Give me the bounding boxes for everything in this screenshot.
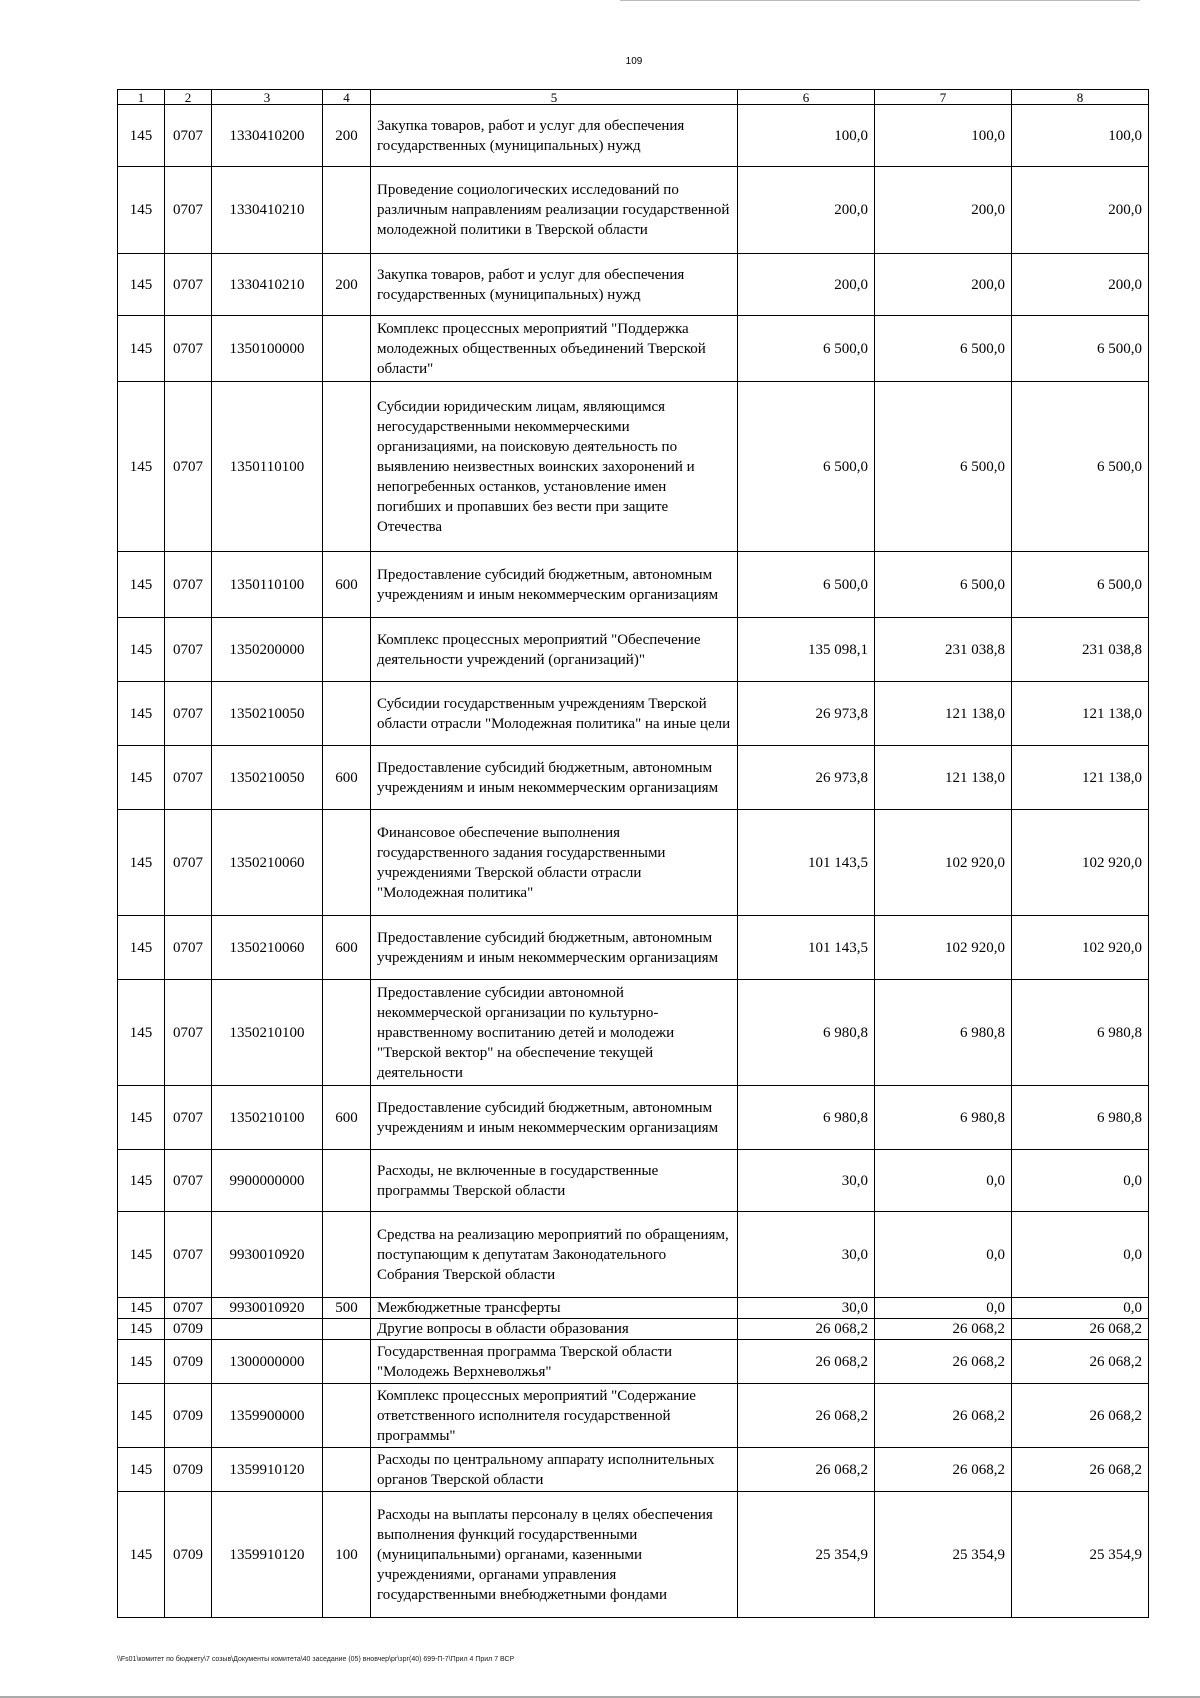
amount-col7: 25 354,9 [875, 1492, 1012, 1618]
amount-col8: 102 920,0 [1012, 810, 1149, 916]
expense-type-code: 200 [323, 254, 371, 316]
target-article-code: 1350210060 [212, 916, 323, 980]
amount-col8: 200,0 [1012, 254, 1149, 316]
target-article-code: 1350210050 [212, 682, 323, 746]
section-code: 0707 [165, 746, 212, 810]
ministry-code: 145 [118, 552, 165, 618]
section-code: 0707 [165, 916, 212, 980]
section-code: 0707 [165, 1150, 212, 1212]
amount-col7: 100,0 [875, 105, 1012, 167]
amount-col8: 6 500,0 [1012, 382, 1149, 552]
expense-type-code [323, 618, 371, 682]
expense-type-code [323, 316, 371, 382]
ministry-code: 145 [118, 1212, 165, 1298]
target-article-code: 1350110100 [212, 552, 323, 618]
amount-col6: 30,0 [738, 1298, 875, 1319]
section-code: 0707 [165, 682, 212, 746]
amount-col7: 6 500,0 [875, 382, 1012, 552]
table-row [118, 254, 1149, 316]
section-code: 0707 [165, 1298, 212, 1319]
ministry-code: 145 [118, 1448, 165, 1492]
target-article-code: 1350200000 [212, 618, 323, 682]
expense-type-code [323, 167, 371, 254]
amount-col8: 6 500,0 [1012, 552, 1149, 618]
amount-col6: 26 973,8 [738, 682, 875, 746]
ministry-code: 145 [118, 682, 165, 746]
amount-col7: 6 980,8 [875, 980, 1012, 1086]
amount-col7: 6 980,8 [875, 1086, 1012, 1150]
page-number: 109 [625, 56, 643, 67]
column-header: 5 [371, 90, 738, 105]
expense-type-code: 600 [323, 746, 371, 810]
amount-col6: 26 068,2 [738, 1340, 875, 1384]
amount-col8: 6 500,0 [1012, 316, 1149, 382]
table-row [118, 382, 1149, 552]
target-article-code: 1359910120 [212, 1448, 323, 1492]
table-row [118, 810, 1149, 916]
column-header: 1 [118, 90, 165, 105]
column-header: 8 [1012, 90, 1149, 105]
target-article-code: 1350210060 [212, 810, 323, 916]
ministry-code: 145 [118, 1319, 165, 1340]
expense-description: Предоставление субсидии автономной некоммерческой организации по культурно-нравственному воспитанию детей и молодежи "Тверской вектор" на обеспечение текущей деятельности [371, 980, 738, 1086]
expense-description: Комплекс процессных мероприятий "Содержание ответственного исполнителя государственной программы" [371, 1384, 738, 1448]
expense-description: Межбюджетные трансферты [371, 1298, 738, 1319]
table-row [118, 682, 1149, 746]
target-article-code: 1330410200 [212, 105, 323, 167]
column-header: 7 [875, 90, 1012, 105]
amount-col6: 200,0 [738, 254, 875, 316]
column-number-row [118, 90, 1149, 105]
expense-description: Расходы, не включенные в государственные программы Тверской области [371, 1150, 738, 1212]
amount-col7: 102 920,0 [875, 916, 1012, 980]
ministry-code: 145 [118, 746, 165, 810]
ministry-code: 145 [118, 105, 165, 167]
target-article-code: 1350110100 [212, 382, 323, 552]
target-article-code: 1350210100 [212, 980, 323, 1086]
amount-col8: 26 068,2 [1012, 1384, 1149, 1448]
expense-description: Финансовое обеспечение выполнения государственного задания государственными учреждениями Тверской области отрасли "Молодежная политика" [371, 810, 738, 916]
target-article-code: 9930010920 [212, 1212, 323, 1298]
table-row [118, 316, 1149, 382]
section-code: 0709 [165, 1384, 212, 1448]
amount-col6: 6 500,0 [738, 316, 875, 382]
ministry-code: 145 [118, 618, 165, 682]
amount-col6: 100,0 [738, 105, 875, 167]
expense-type-code [323, 980, 371, 1086]
ministry-code: 145 [118, 1086, 165, 1150]
table-row [118, 1298, 1149, 1319]
amount-col8: 0,0 [1012, 1150, 1149, 1212]
amount-col7: 6 500,0 [875, 316, 1012, 382]
ministry-code: 145 [118, 1298, 165, 1319]
ministry-code: 145 [118, 1340, 165, 1384]
amount-col6: 135 098,1 [738, 618, 875, 682]
expense-type-code [323, 382, 371, 552]
ministry-code: 145 [118, 1492, 165, 1618]
amount-col6: 6 500,0 [738, 552, 875, 618]
table-row [118, 980, 1149, 1086]
expense-type-code [323, 1448, 371, 1492]
expense-type-code [323, 682, 371, 746]
section-code: 0707 [165, 382, 212, 552]
ministry-code: 145 [118, 980, 165, 1086]
target-article-code: 1300000000 [212, 1340, 323, 1384]
amount-col7: 0,0 [875, 1212, 1012, 1298]
expense-type-code [323, 1384, 371, 1448]
target-article-code: 1350100000 [212, 316, 323, 382]
column-header: 2 [165, 90, 212, 105]
amount-col7: 26 068,2 [875, 1384, 1012, 1448]
amount-col6: 200,0 [738, 167, 875, 254]
table-row [118, 1340, 1149, 1384]
expense-description: Государственная программа Тверской области "Молодежь Верхневолжья" [371, 1340, 738, 1384]
amount-col8: 26 068,2 [1012, 1319, 1149, 1340]
table-row [118, 1086, 1149, 1150]
amount-col8: 121 138,0 [1012, 746, 1149, 810]
amount-col6: 25 354,9 [738, 1492, 875, 1618]
ministry-code: 145 [118, 167, 165, 254]
expense-type-code: 100 [323, 1492, 371, 1618]
amount-col8: 200,0 [1012, 167, 1149, 254]
expense-type-code [323, 1150, 371, 1212]
section-code: 0709 [165, 1492, 212, 1618]
section-code: 0707 [165, 618, 212, 682]
ministry-code: 145 [118, 382, 165, 552]
amount-col8: 0,0 [1012, 1212, 1149, 1298]
expense-description: Предоставление субсидий бюджетным, автономным учреждениям и иным некоммерческим организациям [371, 1086, 738, 1150]
amount-col8: 121 138,0 [1012, 682, 1149, 746]
table-row [118, 105, 1149, 167]
section-code: 0709 [165, 1340, 212, 1384]
section-code: 0707 [165, 810, 212, 916]
amount-col6: 26 973,8 [738, 746, 875, 810]
section-code: 0707 [165, 1086, 212, 1150]
expense-description: Проведение социологических исследований по различным направлениям реализации государственной молодежной политики в Тверской области [371, 167, 738, 254]
amount-col8: 231 038,8 [1012, 618, 1149, 682]
target-article-code: 1359900000 [212, 1384, 323, 1448]
section-code: 0707 [165, 105, 212, 167]
expense-description: Средства на реализацию мероприятий по обращениям, поступающим к депутатам Законодательного Собрания Тверской области [371, 1212, 738, 1298]
target-article-code: 1330410210 [212, 254, 323, 316]
section-code: 0709 [165, 1319, 212, 1340]
amount-col8: 26 068,2 [1012, 1448, 1149, 1492]
section-code: 0707 [165, 1212, 212, 1298]
ministry-code: 145 [118, 810, 165, 916]
amount-col6: 26 068,2 [738, 1448, 875, 1492]
table-row [118, 1150, 1149, 1212]
expense-description: Расходы по центральному аппарату исполнительных органов Тверской области [371, 1448, 738, 1492]
section-code: 0707 [165, 980, 212, 1086]
amount-col7: 0,0 [875, 1150, 1012, 1212]
section-code: 0707 [165, 316, 212, 382]
target-article-code: 1350210100 [212, 1086, 323, 1150]
table-row [118, 1448, 1149, 1492]
table-row [118, 1384, 1149, 1448]
ministry-code: 145 [118, 254, 165, 316]
target-article-code: 1330410210 [212, 167, 323, 254]
expense-type-code [323, 1212, 371, 1298]
expense-description: Предоставление субсидий бюджетным, автономным учреждениям и иным некоммерческим организациям [371, 746, 738, 810]
amount-col7: 102 920,0 [875, 810, 1012, 916]
expense-description: Комплекс процессных мероприятий "Поддержка молодежных общественных объединений Тверской области" [371, 316, 738, 382]
amount-col6: 101 143,5 [738, 916, 875, 980]
section-code: 0707 [165, 167, 212, 254]
expense-description: Субсидии юридическим лицам, являющимся негосударственными некоммерческими организациями, на поисковую деятельность по выявлению неизвестных воинских захоронений и непогребенных останков, установление имен погибших и пропавших без вести при защите Отечества [371, 382, 738, 552]
amount-col7: 26 068,2 [875, 1448, 1012, 1492]
amount-col7: 121 138,0 [875, 682, 1012, 746]
expense-description: Субсидии государственным учреждениям Тверской области отрасли "Молодежная политика" на иные цели [371, 682, 738, 746]
expense-description: Предоставление субсидий бюджетным, автономным учреждениям и иным некоммерческим организациям [371, 916, 738, 980]
expense-type-code: 600 [323, 552, 371, 618]
amount-col8: 6 980,8 [1012, 980, 1149, 1086]
amount-col7: 231 038,8 [875, 618, 1012, 682]
file-path-footer: \\Fs01\комитет по бюджету\7 созыв\Документы комитета\40 заседание (05) вновчер\рг\зрг(40) 699-П-7\Прил 4 Прил 7 ВСР [117, 1656, 515, 1663]
expense-type-code [323, 1319, 371, 1340]
scan-edge-line [620, 0, 1140, 1]
column-header: 6 [738, 90, 875, 105]
table-row [118, 1212, 1149, 1298]
ministry-code: 145 [118, 916, 165, 980]
target-article-code: 1350210050 [212, 746, 323, 810]
expense-description: Расходы на выплаты персоналу в целях обеспечения выполнения функций государственными (муниципальными) органами, казенными учреждениями, органами управления государственными внебюджетными фондами [371, 1492, 738, 1618]
table-row [118, 552, 1149, 618]
expense-description: Другие вопросы в области образования [371, 1319, 738, 1340]
amount-col8: 100,0 [1012, 105, 1149, 167]
target-article-code: 1359910120 [212, 1492, 323, 1618]
expense-type-code [323, 810, 371, 916]
section-code: 0707 [165, 552, 212, 618]
amount-col8: 26 068,2 [1012, 1340, 1149, 1384]
amount-col8: 6 980,8 [1012, 1086, 1149, 1150]
amount-col6: 101 143,5 [738, 810, 875, 916]
amount-col6: 30,0 [738, 1150, 875, 1212]
expense-description: Предоставление субсидий бюджетным, автономным учреждениям и иным некоммерческим организациям [371, 552, 738, 618]
amount-col7: 121 138,0 [875, 746, 1012, 810]
target-article-code: 9900000000 [212, 1150, 323, 1212]
amount-col6: 6 500,0 [738, 382, 875, 552]
column-header: 4 [323, 90, 371, 105]
target-article-code: 9930010920 [212, 1298, 323, 1319]
ministry-code: 145 [118, 1384, 165, 1448]
expense-type-code: 200 [323, 105, 371, 167]
budget-table [117, 89, 1149, 1618]
amount-col7: 0,0 [875, 1298, 1012, 1319]
table-row [118, 618, 1149, 682]
amount-col8: 25 354,9 [1012, 1492, 1149, 1618]
amount-col7: 200,0 [875, 254, 1012, 316]
amount-col8: 102 920,0 [1012, 916, 1149, 980]
target-article-code [212, 1319, 323, 1340]
amount-col7: 200,0 [875, 167, 1012, 254]
amount-col6: 6 980,8 [738, 980, 875, 1086]
table-row [118, 167, 1149, 254]
table-row [118, 1492, 1149, 1618]
amount-col7: 26 068,2 [875, 1340, 1012, 1384]
section-code: 0709 [165, 1448, 212, 1492]
section-code: 0707 [165, 254, 212, 316]
expense-type-code: 600 [323, 1086, 371, 1150]
expense-description: Закупка товаров, работ и услуг для обеспечения государственных (муниципальных) нужд [371, 105, 738, 167]
amount-col6: 26 068,2 [738, 1319, 875, 1340]
amount-col6: 6 980,8 [738, 1086, 875, 1150]
amount-col6: 26 068,2 [738, 1384, 875, 1448]
expense-type-code: 600 [323, 916, 371, 980]
column-header: 3 [212, 90, 323, 105]
table-row [118, 746, 1149, 810]
expense-description: Закупка товаров, работ и услуг для обеспечения государственных (муниципальных) нужд [371, 254, 738, 316]
table-row [118, 916, 1149, 980]
amount-col6: 30,0 [738, 1212, 875, 1298]
ministry-code: 145 [118, 316, 165, 382]
amount-col8: 0,0 [1012, 1298, 1149, 1319]
expense-type-code: 500 [323, 1298, 371, 1319]
amount-col7: 6 500,0 [875, 552, 1012, 618]
amount-col7: 26 068,2 [875, 1319, 1012, 1340]
expense-description: Комплекс процессных мероприятий "Обеспечение деятельности учреждений (организаций)" [371, 618, 738, 682]
table-row [118, 1319, 1149, 1340]
ministry-code: 145 [118, 1150, 165, 1212]
expense-type-code [323, 1340, 371, 1384]
